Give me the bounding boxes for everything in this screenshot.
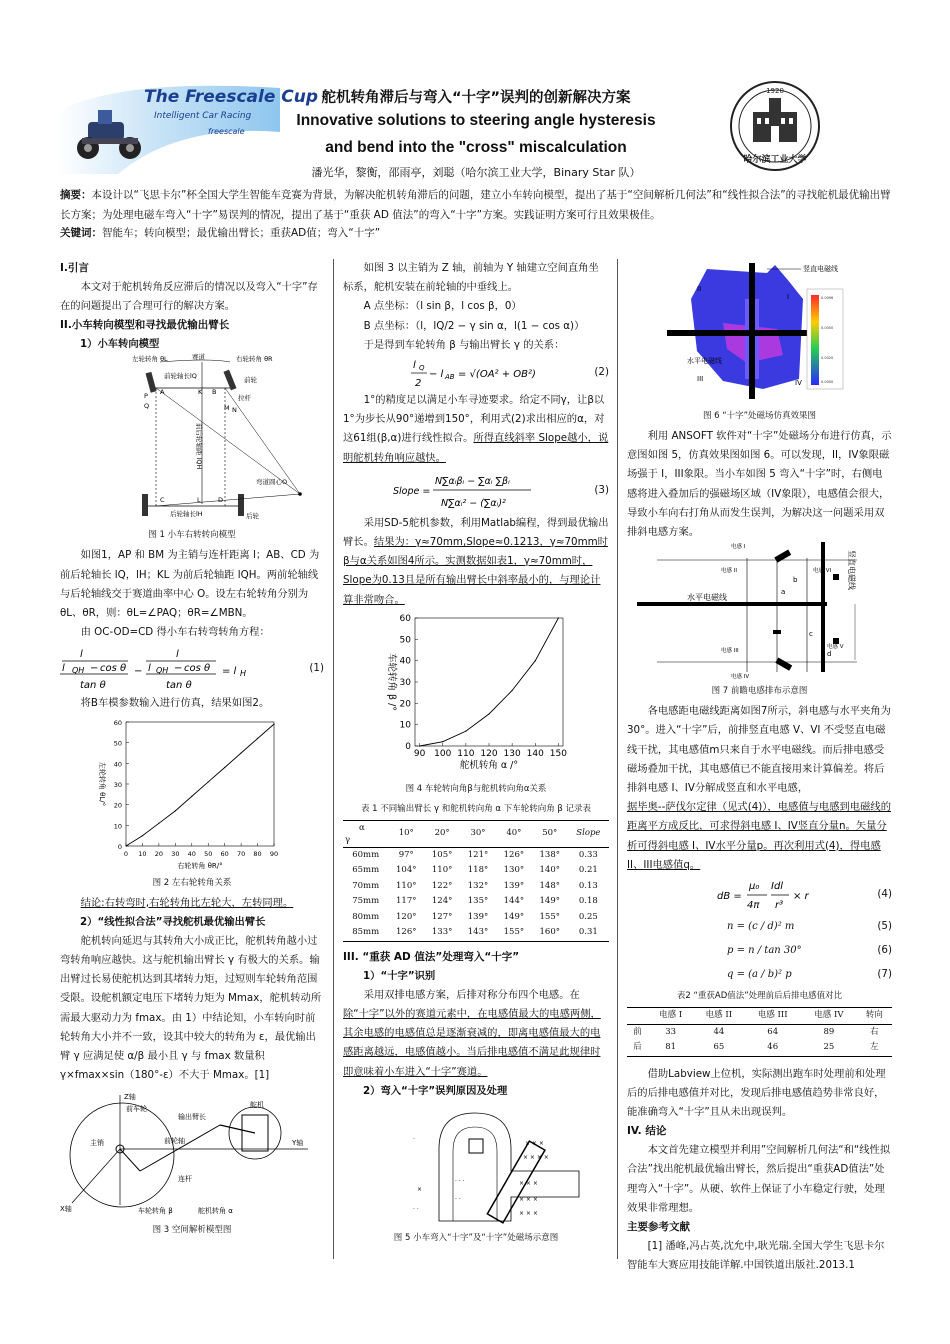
paragraph: 借助Labview上位机，实际测出跑车时处理前和处理后的后排电感值并对比，发现后排电感值趋势非常良好，能准确弯入“十字”且从未出现误判。	[627, 1067, 886, 1118]
svg-text:0.0096: 0.0096	[821, 296, 834, 300]
svg-text:dB =: dB =	[717, 891, 742, 903]
table-1-caption: 表 1 不同输出臂长 γ 和舵机转向角 α 下车轮转向角 β 记录表	[360, 803, 592, 814]
table-row: 60mm 97° 105° 121° 126° 138° 0.33	[352, 849, 598, 860]
svg-text:l: l	[80, 649, 83, 661]
paragraph: 如图1，AP 和 BM 为主销与连杆距离 l；AB、CD 为前后轮轴长 lQ，lH；KL 为前后轮轴距 lQH。两前轮轴线与后轮轴线交于赛道曲率中心 O。设左右轮转角分别为 θL、θR，则：θL=∠PAQ；θR=∠MBN。	[60, 549, 320, 620]
paragraph: 据毕奥--萨伐尔定律（见式(4)），电感值与电感到电磁线的距离平方成反比，可求得斜电感 I、IV竖直分量n。矢量分析可得斜电感 I、IV水平分量p。再次利用式(4)，得电感II、III电感值q。	[627, 801, 891, 871]
figure-4-caption: 图 4 车轮转向角β与舵机转向角α关系	[405, 783, 547, 794]
y-tick-label: 50	[113, 739, 122, 748]
svg-text:K: K	[198, 388, 203, 397]
paragraph: 采用SD-5舵机参数，利用Matlab编程，得到最优输出臂长。结果为：γ≈70mm,Slope≈0.1213，γ≈70mm时β与α关系如图4所示。实测数据如表1，γ≈70mm时，Slope为0.13且是所有输出臂长中斜率最小的，与理论计算非常吻合。	[343, 516, 609, 606]
svg-text:M: M	[224, 404, 230, 413]
svg-text:− l: − l	[429, 369, 444, 381]
title-chinese: 舵机转角滞后与弯入“十字”误判的创新解决方案	[321, 90, 631, 106]
svg-text:= l: = l	[222, 666, 237, 678]
svg-text:N: N	[232, 406, 237, 415]
column-divider	[617, 259, 618, 1259]
section-heading: IV. 结论	[627, 1125, 667, 1138]
svg-text:Y轴: Y轴	[292, 1139, 304, 1148]
svg-text:QH: QH	[72, 666, 85, 676]
svg-text:Z轴: Z轴	[124, 1093, 136, 1102]
x-tick-label: 10	[138, 849, 147, 858]
figure-7-caption: 图 7 前瞻电感排布示意图	[711, 686, 808, 697]
x-tick-label: 20	[154, 849, 164, 858]
x-tick-label: 60	[220, 849, 229, 858]
svg-text:左轮转角 θL: 左轮转角 θL	[132, 355, 168, 364]
y-tick-label: 20	[399, 699, 411, 710]
svg-text:l: l	[176, 649, 179, 661]
figure-2	[60, 714, 324, 874]
svg-text:前后轮轴距 lQH: 前后轮轴距 lQH	[195, 423, 203, 470]
svg-text:·: ·	[413, 1135, 415, 1143]
y-tick-label: 40	[113, 759, 122, 768]
svg-text:后轮轴长lH: 后轮轴长lH	[170, 510, 203, 519]
svg-text:−: −	[134, 666, 143, 678]
svg-text:H: H	[240, 669, 247, 679]
figure-2-caption: 图 2 左右轮转角关系	[152, 877, 232, 888]
data-point	[241, 752, 242, 753]
table-row: 75mm 117° 124° 135° 144° 149° 0.18	[352, 896, 598, 907]
data-point	[158, 822, 159, 823]
paragraph: 各电感距电磁线距离如图7所示，斜电感与水平夹角为30°。进入“十字”后，前排竖直电感 V、VI 不受竖直电磁线干扰，其电感值m只来自于水平电磁线。而后排电感受磁场叠加干扰，其电感值已不能直接用来计算偏差。将后排斜电感 I、IV分解成竖直和水平电感，	[627, 705, 891, 795]
svg-text:主销: 主销	[90, 1139, 104, 1148]
plot-frame	[126, 722, 274, 846]
chart-fig4	[343, 610, 609, 780]
svg-text:· ·: · ·	[413, 1205, 419, 1213]
svg-text:QH: QH	[156, 666, 169, 676]
paragraph: 利用 ANSOFT 软件对“十字”处磁场分布进行仿真，示意图如图 5，仿真效果图如图 6。可以发现，II，IV象限磁场强于 I，III象限。当小车如图 5 弯入“十字”时，右侧电感将进入叠加后的强磁场区域（IV象限），电感值会很大，导致小车向右打角从而发生误判，为解决这一问题采用双排斜电感方案。	[627, 430, 892, 539]
data-point	[257, 738, 258, 739]
svg-text:0.0050: 0.0050	[821, 326, 834, 330]
column-2	[343, 259, 609, 1249]
svg-text:电感 II: 电感 II	[721, 568, 737, 575]
equation-7: q = (a / b)² p (7)	[727, 968, 892, 981]
hit-university-logo	[716, 80, 834, 172]
x-axis-label: 右轮转角 θR/°	[177, 861, 223, 870]
paragraph: 如图 3 以主销为 Z 轴，前轴为 Y 轴建立空间直角坐标系，舵机安装在前轮轴的中垂线上。	[343, 262, 599, 294]
svg-text:车轮转角 β: 车轮转角 β	[138, 1207, 173, 1216]
svg-text:竖直电磁线: 竖直电磁线	[847, 550, 856, 591]
svg-text:舵机: 舵机	[250, 1101, 264, 1110]
y-tick-label: 0	[117, 842, 122, 851]
svg-text:连杆: 连杆	[178, 1175, 192, 1184]
data-point	[488, 713, 489, 714]
svg-text:μ₀: μ₀	[749, 881, 760, 893]
svg-text:d: d	[827, 650, 832, 659]
svg-text:X轴: X轴	[60, 1205, 72, 1214]
svg-text:× × ×: × × ×	[525, 1139, 544, 1147]
x-tick-label: 40	[187, 849, 196, 858]
table-1	[343, 820, 609, 942]
equation-number: (1)	[309, 661, 324, 674]
svg-text:N∑αᵢβᵢ − ∑αᵢ ∑βᵢ: N∑αᵢβᵢ − ∑αᵢ ∑βᵢ	[435, 475, 510, 487]
svg-text:L: L	[197, 496, 201, 505]
title-english-line1: Innovative solutions to steering angle hysteresis	[296, 112, 656, 129]
svg-text:· · ·: · · ·	[455, 1177, 465, 1185]
table-2	[627, 1007, 892, 1057]
figure-5	[343, 1101, 609, 1229]
svg-text:N∑αᵢ² − (∑αᵢ)²: N∑αᵢ² − (∑αᵢ)²	[441, 497, 506, 509]
column-divider	[333, 259, 334, 1259]
equation-3	[343, 468, 609, 514]
svg-text:l: l	[148, 663, 151, 675]
svg-text:电感 IV: 电感 IV	[731, 674, 750, 681]
keywords-label: 关键词：	[60, 227, 102, 239]
x-tick-label: 140	[526, 748, 544, 759]
references-heading: 主要参考文献	[627, 1220, 690, 1233]
table-header-row: α γ 10° 20° 30° 40° 50° Slope	[343, 820, 609, 847]
x-tick-label: 80	[253, 849, 262, 858]
table-corner: α γ	[343, 820, 388, 847]
equation-2	[343, 355, 609, 391]
column-3	[627, 259, 892, 1275]
y-tick-label: 40	[399, 656, 411, 667]
equation-number: (2)	[594, 366, 609, 379]
svg-text:右轮转角 θR: 右轮转角 θR	[236, 355, 273, 364]
svg-text:III: III	[697, 375, 704, 383]
svg-text:赛道: 赛道	[192, 353, 205, 362]
paragraph: 除“十字”以外的赛道元素中，在电感值最大的电感两侧，其余电感的电感值总是逐渐衰减的，即离电感值最大的电感距离越远，电感值越小。当后排电感值不满足此规律时即意味着小车进入“十字”赛道。	[343, 1008, 601, 1078]
title-english-line2: and bend into the "cross" miscalculation	[325, 139, 627, 156]
svg-text:C: C	[160, 496, 165, 505]
svg-text:c: c	[809, 630, 813, 639]
table-row: 80mm 120° 127° 139° 149° 155° 0.25	[352, 911, 598, 922]
abstract-text: 本设计以“飞思卡尔”杯全国大学生智能车竞赛为背景，为解决舵机转角滞后的问题，建立小车转向模型，提出了基于“空间解析几何法”和“线性拟合法”的寻找舵机最优输出臂长方案；为处理电磁车弯入“十字”易误判的情况，提出了基于“重获 AD 值法”的弯入“十字”方案。实践证明方案可行且效果极佳。	[60, 189, 891, 221]
svg-text:前轮轴: 前轮轴	[164, 1137, 185, 1146]
x-tick-label: 90	[269, 849, 279, 858]
svg-text:−: −	[174, 663, 183, 675]
figure-7	[627, 542, 892, 682]
svg-text:a: a	[781, 588, 786, 597]
svg-text:× × ×: × × ×	[519, 1195, 538, 1203]
x-tick-label: 70	[236, 849, 246, 858]
point-b: B 点坐标：（l，lQ/2 − γ sin α，l(1 − cos α)）	[363, 319, 585, 332]
svg-text:Q: Q	[419, 364, 425, 373]
paragraph: 1°的精度足以满足小车寻迹要求。给定不同γ，让β以1°为步长从90°递增到150°，利用式(2)求出相应的α，对这61组(β,α)进行线性拟合。所得直线斜率 Slope越小，说明舵机转角响应越快。	[343, 394, 609, 464]
figure-4	[343, 610, 609, 780]
data-point	[175, 810, 176, 811]
table-row: 70mm 110° 122° 132° 139° 148° 0.13	[352, 880, 598, 891]
paragraph: 本文首先建立模型并利用”空间解析几何法“和“线性拟合法”找出舵机最优输出臂长，然后提出“重获AD值法”处理弯入“十字”。从硬、软件上保证了小车稳定行驶，处理效果非常理想。	[627, 1144, 891, 1214]
y-axis-label: 左轮转角 θL/°	[98, 761, 106, 806]
x-tick-label: 150	[549, 748, 567, 759]
y-tick-label: 50	[399, 635, 411, 646]
table-2-caption: 表2 “重获AD值法”处理前后后排电感值对比	[676, 991, 843, 1002]
svg-text:l: l	[62, 663, 65, 675]
table-row: 65mm 104° 110° 118° 130° 140° 0.21	[352, 865, 598, 876]
x-tick-label: 0	[123, 849, 129, 858]
table-row: 前 33 44 64 89 右	[633, 1026, 879, 1037]
y-tick-label: 60	[399, 613, 411, 624]
table-row: 后 81 65 46 25 左	[627, 1040, 892, 1056]
svg-text:× × ×: × × ×	[519, 1209, 538, 1217]
paragraph: 舵机转向延迟与其转角大小成正比，舵机转角越小过弯转角响应越快。这与舵机输出臂长 γ 有极大的关系。输出臂过长易使舵机达到其堵转力矩，过短则车轮转角范围受限。设舵机额定电压下堵转力矩为 Mmax，舵机转动所需最大驱动力为 fmax。由 1）中结论知，小车转向时前轮转角大小并不一致，设其中较大的转角为 ε，最优输出臂 γ 应满足使 α/β 最小且 γ 与 fmax 数量积 γ×fmax×sin（180°-ε）不大于 Mmax。[1]	[60, 934, 322, 1082]
y-axis-label: 车轮转角 β /°	[386, 652, 397, 711]
data-point	[208, 781, 209, 782]
data-point	[191, 795, 192, 796]
series-line	[420, 618, 559, 746]
figure-1-caption: 图 1 小车右转转向模型	[148, 530, 236, 541]
svg-text:1920: 1920	[766, 87, 784, 95]
figure-6	[627, 259, 892, 407]
equation-number: (3)	[594, 484, 609, 497]
paragraph: 于是得到车轮转角 β 与输出臂长 γ 的关系：	[363, 338, 565, 351]
figure-5-caption: 图 5 小车弯入“十字”及“十字”处磁场示意图	[393, 1232, 559, 1243]
y-tick-label: 60	[113, 718, 122, 727]
paragraph: 将B车模参数输入进行仿真，结果如图2。	[80, 697, 270, 710]
logo-subtitle: Intelligent Car Racing	[154, 111, 252, 121]
svg-text:Q: Q	[144, 402, 150, 411]
svg-text:Slope =: Slope =	[393, 485, 431, 497]
equation-5: n = (c / d)² m (5)	[727, 920, 892, 933]
y-tick-label: 10	[399, 720, 411, 731]
x-tick-label: 130	[503, 748, 521, 759]
data-point	[125, 845, 126, 846]
svg-text:后轮: 后轮	[246, 512, 259, 521]
svg-text:l: l	[413, 360, 416, 372]
svg-text:= √(OA² + OB²): = √(OA² + OB²)	[458, 369, 536, 381]
figure-6-caption: 图 6 “十字”处磁场仿真效果图	[702, 411, 817, 421]
x-tick-label: 30	[171, 849, 180, 858]
data-point	[558, 617, 559, 618]
column-1	[60, 259, 324, 1241]
data-point	[465, 730, 466, 731]
logo-title: The Freescale Cup	[144, 87, 319, 107]
svg-text:× × × ×: × × × ×	[523, 1153, 549, 1161]
svg-text:电感 VI: 电感 VI	[813, 568, 832, 575]
y-tick-label: 0	[405, 741, 411, 752]
equation-number: (4)	[877, 888, 892, 901]
x-tick-label: 120	[480, 748, 498, 759]
plot-frame	[415, 618, 563, 746]
svg-text:水平电磁线: 水平电磁线	[687, 593, 727, 603]
svg-text:A: A	[160, 388, 165, 397]
data-point	[142, 835, 143, 836]
abstract	[60, 185, 892, 225]
svg-text:2: 2	[415, 378, 422, 390]
section-heading: III. “重获 AD 值法”处理弯入“十字”	[343, 950, 520, 963]
subsection-heading: 1）小车转向模型	[80, 338, 160, 351]
svg-text:−: −	[90, 663, 99, 675]
figure-3-caption: 图 3 空间解析模型图	[152, 1225, 232, 1236]
svg-text:cos θ: cos θ	[184, 663, 211, 675]
authors: 潘光华，黎衡，邵雨亭，刘聪（哈尔滨工业大学，Binary Star 队）	[311, 166, 641, 179]
svg-text:I: I	[787, 293, 790, 301]
svg-text:弯道圆心O: 弯道圆心O	[256, 478, 288, 487]
subsection-heading: 2）弯入“十字”误判原因及处理	[363, 1084, 508, 1097]
series-line	[126, 724, 274, 846]
svg-text:B: B	[212, 388, 217, 397]
equation-4	[627, 875, 892, 915]
y-tick-label: 30	[113, 780, 122, 789]
svg-text:II: II	[697, 285, 702, 293]
svg-text:电感 I: 电感 I	[731, 544, 746, 551]
y-tick-label: 10	[113, 821, 122, 830]
section-heading: II.小车转向模型和寻找最优输出臂长	[60, 319, 230, 332]
svg-text:P: P	[144, 392, 148, 401]
reference-item: [1] 潘峰,冯占英,沈允中,耿光瑞.全国大学生飞思卡尔智能车大赛应用技能详解.中国铁道出版社.2013.1	[627, 1239, 885, 1272]
paragraph: 采用双排电感方案，后排对称分布四个电感。在	[363, 988, 580, 1001]
equation-6: p = n / tan 30° (6)	[727, 944, 892, 957]
data-point	[535, 660, 536, 661]
svg-text:水平电磁线: 水平电磁线	[687, 357, 722, 365]
paragraph: 由 OC-OD=CD 得小车右转弯转角方程：	[80, 626, 270, 639]
svg-text:0.0020: 0.0020	[821, 356, 834, 360]
freescale-cup-logo	[58, 82, 319, 174]
svg-text:r³: r³	[775, 900, 784, 912]
svg-text:4π: 4π	[747, 900, 760, 912]
keywords	[60, 225, 892, 240]
y-tick-label: 20	[113, 801, 122, 810]
y-tick-label: 30	[399, 677, 411, 688]
x-tick-label: 50	[204, 849, 213, 858]
conclusion: 结论:右转弯时,右轮转角比左轮大，左转同理。	[80, 896, 294, 909]
svg-text:IV: IV	[795, 379, 802, 387]
svg-text:× r: × r	[793, 891, 809, 903]
table-header-row: 电感 I 电感 II 电感 III 电感 IV 转向	[627, 1008, 892, 1025]
svg-text:输出臂长: 输出臂长	[178, 1113, 206, 1122]
table-row: 85mm 126° 133° 143° 155° 160° 0.31	[343, 925, 609, 941]
svg-text:D: D	[218, 496, 224, 505]
svg-text:×: ×	[417, 1185, 423, 1193]
x-tick-label: 90	[413, 748, 426, 759]
svg-text:拉杆: 拉杆	[238, 394, 251, 403]
svg-text:· ·: · ·	[455, 1195, 461, 1203]
svg-text:前车轮: 前车轮	[126, 1105, 147, 1114]
svg-text:竖直电磁线: 竖直电磁线	[803, 265, 838, 273]
point-a: A 点坐标：（l sin β，l cos β，0）	[363, 300, 522, 313]
section-heading: I.引言	[60, 262, 89, 274]
abstract-label: 摘要：	[60, 189, 92, 201]
svg-text:tan θ: tan θ	[166, 680, 192, 692]
svg-text:b: b	[793, 576, 798, 585]
data-point	[273, 723, 274, 724]
logo-brand: freescale	[208, 127, 245, 136]
svg-text:电感 III: 电感 III	[721, 648, 739, 655]
figure-1	[60, 354, 324, 526]
data-point	[442, 741, 443, 742]
svg-text:哈尔滨工业大学: 哈尔滨工业大学	[743, 155, 807, 165]
svg-text:× × ×: × × ×	[519, 1179, 538, 1187]
paragraph: 本文对于舵机转角反应滞后的情况以及弯入“十字”存在的问题提出了合理可行的解决方案。	[60, 281, 318, 313]
equation-1	[60, 642, 324, 694]
svg-text:0.0000: 0.0000	[821, 380, 834, 384]
x-tick-label: 100	[434, 748, 452, 759]
data-point	[419, 745, 420, 746]
data-point	[224, 766, 225, 767]
figure-3	[60, 1085, 324, 1221]
svg-text:电感 V: 电感 V	[827, 644, 844, 651]
svg-text:舵机转角 α: 舵机转角 α	[198, 1207, 233, 1216]
keywords-text: 智能车；转向模型；最优输出臂长；重获AD值；弯入“十字”	[102, 227, 381, 239]
subsection-heading: 1）“十字”识别	[363, 969, 436, 982]
chart-fig2	[60, 714, 324, 874]
x-tick-label: 110	[457, 748, 475, 759]
svg-text:前轮轴长lQ: 前轮轴长lQ	[164, 372, 197, 381]
svg-text:Idl: Idl	[771, 881, 784, 893]
svg-text:cos θ: cos θ	[100, 663, 127, 675]
svg-text:AB: AB	[445, 373, 455, 382]
subsection-heading: 2）“线性拟合法”寻找舵机最优输出臂长	[80, 915, 266, 928]
data-point	[512, 690, 513, 691]
svg-text:前轮: 前轮	[244, 376, 257, 385]
svg-text:tan θ: tan θ	[80, 680, 106, 692]
x-axis-label: 舵机转角 α /°	[459, 759, 519, 771]
